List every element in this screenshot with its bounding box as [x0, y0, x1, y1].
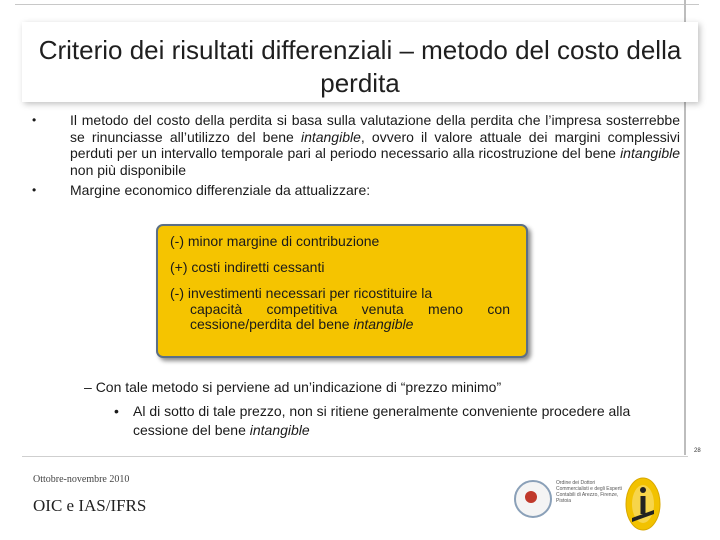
sub-bullet-marker: –: [84, 379, 92, 395]
bullet-marker: •: [32, 183, 37, 197]
odcec-logo-text: Ordine dei Dottori Commercialisti e degli Esperti Contabili di Arezzo, Firenze, Pistoia: [556, 480, 622, 504]
margin-formula-callout: [156, 224, 528, 358]
footer: [0, 456, 720, 540]
sub-bullet-text: Con tale metodo si perviene ad un’indicazione di “prezzo minimo”: [95, 379, 502, 395]
sub-sub-bullet-body: [114, 402, 684, 440]
footer-date: Ottobre-novembre 2010: [33, 474, 130, 485]
callout-line-contribution: (-) minor margine di contribuzione: [170, 233, 380, 249]
callout-line3-first: (-) investimenti necessari per ricostituire la: [170, 285, 433, 301]
bullet-text-part: Il metodo del costo della perdita si basa sulla valutazione della perdita che l’impresa sosterrebbe se rinunciasse all’utilizzo del bene: [70, 112, 680, 145]
bullet-marker: •: [32, 113, 37, 127]
bullet-italic-term: intangible: [620, 145, 680, 161]
oic-logo: [624, 474, 662, 537]
sub-sub-bullet-marker: •: [114, 403, 119, 419]
sub-sub-bullet-italic: intangible: [249, 422, 310, 438]
page-number: 28: [694, 448, 701, 454]
bullet-text-part: , ovvero il valore attuale dei margini complessivi perduti per un intervallo temporale pari al periodo necessario alla ricostruzione del bene: [70, 128, 680, 161]
bullet-italic-term: intangible: [300, 128, 361, 145]
callout-line-indirect-costs: (+) costi indiretti cessanti: [170, 259, 325, 275]
bullet-list: [32, 112, 680, 203]
footer-brand: OIC e IAS/IFRS: [33, 496, 147, 515]
slide-title: Criterio dei risultati differenziali – metodo del costo della perdita: [38, 35, 682, 98]
footer-divider: [22, 456, 688, 457]
bullet-text-part: non più disponibile: [70, 161, 186, 178]
callout-line3-text: capacità competitiva venuta meno con cessione/perdita del bene: [190, 300, 510, 332]
callout-italic-term: intangible: [353, 316, 414, 332]
odcec-seal-icon: [514, 480, 552, 518]
callout-line-investments: [170, 286, 510, 333]
sub-bullet-minimum-price: [84, 378, 684, 396]
oic-logo-icon: [624, 474, 662, 532]
bullet-text: Margine economico differenziale da attualizzare:: [70, 182, 371, 198]
sub-sub-bullet: [114, 402, 684, 440]
top-frame-line: [15, 4, 699, 5]
sub-sub-bullet-text: Al di sotto di tale prezzo, non si ritiene generalmente conveniente procedere alla cessione del bene: [133, 403, 631, 438]
title-box: [22, 22, 698, 102]
bullet-item-method: [32, 112, 680, 178]
callout-line3-rest: [170, 302, 510, 333]
bullet-item-margin: [32, 182, 680, 199]
